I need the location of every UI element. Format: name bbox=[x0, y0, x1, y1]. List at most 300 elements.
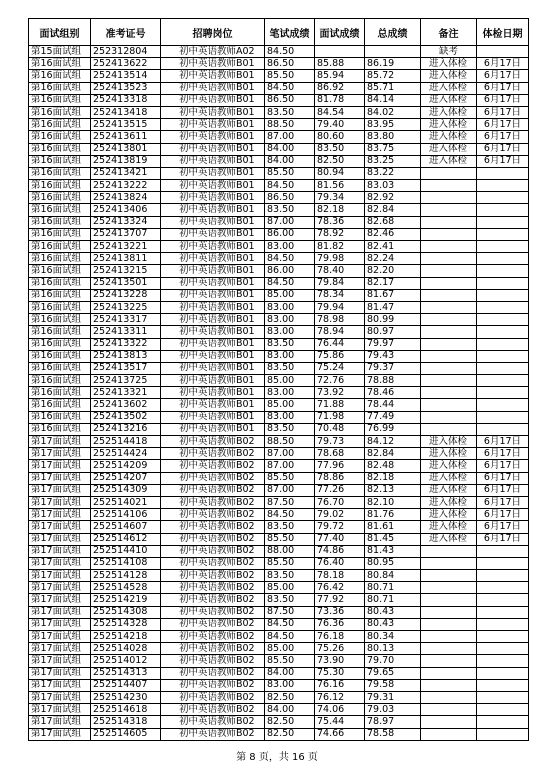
cell-exam-id: 252413517 bbox=[91, 362, 161, 374]
cell-exam-id: 252514230 bbox=[91, 691, 161, 703]
cell-exam-date: 6月17日 bbox=[477, 521, 529, 533]
cell-exam-id: 252514309 bbox=[91, 484, 161, 496]
cell-exam-id: 252514313 bbox=[91, 667, 161, 679]
cell-written-score: 84.00 bbox=[265, 143, 315, 155]
cell-remark bbox=[421, 545, 477, 557]
cell-interview-score: 78.40 bbox=[315, 265, 365, 277]
cell-position: 初中英语教师B02 bbox=[161, 631, 265, 643]
cell-exam-id: 252514318 bbox=[91, 716, 161, 728]
cell-remark: 进入体检 bbox=[421, 70, 477, 82]
cell-group: 第17面试组 bbox=[29, 436, 91, 448]
cell-exam-date bbox=[477, 716, 529, 728]
cell-group: 第16面试组 bbox=[29, 143, 91, 155]
cell-position: 初中英语教师B02 bbox=[161, 704, 265, 716]
results-table bbox=[28, 18, 529, 741]
cell-total-score: 80.43 bbox=[365, 618, 421, 630]
cell-written-score: 84.00 bbox=[265, 155, 315, 167]
cell-position: 初中英语教师B01 bbox=[161, 216, 265, 228]
cell-exam-id: 252413515 bbox=[91, 119, 161, 131]
cell-exam-id: 252413813 bbox=[91, 350, 161, 362]
table-row bbox=[29, 545, 529, 557]
cell-remark bbox=[421, 180, 477, 192]
cell-position: 初中英语教师B02 bbox=[161, 460, 265, 472]
cell-remark: 进入体检 bbox=[421, 143, 477, 155]
cell-group: 第16面试组 bbox=[29, 58, 91, 70]
cell-position: 初中英语教师B02 bbox=[161, 582, 265, 594]
cell-total-score: 80.95 bbox=[365, 557, 421, 569]
cell-interview-score: 79.72 bbox=[315, 521, 365, 533]
cell-remark bbox=[421, 314, 477, 326]
cell-total-score: 84.02 bbox=[365, 106, 421, 118]
cell-interview-score: 79.02 bbox=[315, 509, 365, 521]
cell-group: 第16面试组 bbox=[29, 277, 91, 289]
cell-exam-date bbox=[477, 241, 529, 253]
cell-position: 初中英语教师B01 bbox=[161, 228, 265, 240]
cell-written-score: 86.00 bbox=[265, 265, 315, 277]
cell-exam-date: 6月17日 bbox=[477, 533, 529, 545]
cell-position: 初中英语教师B01 bbox=[161, 241, 265, 253]
cell-exam-date bbox=[477, 46, 529, 58]
cell-total-score: 80.71 bbox=[365, 582, 421, 594]
cell-exam-id: 252413406 bbox=[91, 204, 161, 216]
cell-position: 初中英语教师B02 bbox=[161, 533, 265, 545]
table-body bbox=[29, 46, 529, 741]
cell-remark bbox=[421, 606, 477, 618]
cell-interview-score: 75.26 bbox=[315, 643, 365, 655]
cell-remark bbox=[421, 557, 477, 569]
table-row bbox=[29, 423, 529, 435]
table-row bbox=[29, 667, 529, 679]
cell-total-score: 85.72 bbox=[365, 70, 421, 82]
cell-written-score: 85.50 bbox=[265, 655, 315, 667]
cell-exam-id: 252413222 bbox=[91, 180, 161, 192]
cell-written-score: 84.50 bbox=[265, 46, 315, 58]
table-row bbox=[29, 155, 529, 167]
cell-remark bbox=[421, 253, 477, 265]
cell-written-score: 87.00 bbox=[265, 131, 315, 143]
cell-total-score: 83.22 bbox=[365, 167, 421, 179]
cell-written-score: 84.50 bbox=[265, 180, 315, 192]
cell-total-score: 82.48 bbox=[365, 460, 421, 472]
cell-remark bbox=[421, 350, 477, 362]
cell-exam-id: 252413421 bbox=[91, 167, 161, 179]
cell-remark: 进入体检 bbox=[421, 82, 477, 94]
cell-exam-date: 6月17日 bbox=[477, 106, 529, 118]
cell-exam-date bbox=[477, 350, 529, 362]
table-row bbox=[29, 375, 529, 387]
table-row bbox=[29, 289, 529, 301]
table-row bbox=[29, 387, 529, 399]
cell-position: 初中英语教师B01 bbox=[161, 58, 265, 70]
cell-exam-date bbox=[477, 423, 529, 435]
cell-group: 第17面试组 bbox=[29, 509, 91, 521]
cell-total-score: 82.24 bbox=[365, 253, 421, 265]
cell-written-score: 84.50 bbox=[265, 618, 315, 630]
cell-remark bbox=[421, 265, 477, 277]
cell-total-score: 83.95 bbox=[365, 119, 421, 131]
cell-interview-score: 85.88 bbox=[315, 58, 365, 70]
cell-interview-score: 76.42 bbox=[315, 582, 365, 594]
cell-total-score: 82.17 bbox=[365, 277, 421, 289]
cell-interview-score: 73.90 bbox=[315, 655, 365, 667]
cell-interview-score: 85.94 bbox=[315, 70, 365, 82]
cell-written-score: 87.50 bbox=[265, 496, 315, 508]
cell-group: 第17面试组 bbox=[29, 496, 91, 508]
table-row bbox=[29, 460, 529, 472]
cell-position: 初中英语教师B01 bbox=[161, 265, 265, 277]
cell-remark bbox=[421, 423, 477, 435]
cell-remark bbox=[421, 655, 477, 667]
cell-remark: 缺考 bbox=[421, 46, 477, 58]
cell-group: 第17面试组 bbox=[29, 557, 91, 569]
cell-remark bbox=[421, 582, 477, 594]
table-row bbox=[29, 557, 529, 569]
cell-position: 初中英语教师B01 bbox=[161, 94, 265, 106]
table-row bbox=[29, 679, 529, 691]
cell-total-score: 78.58 bbox=[365, 728, 421, 740]
cell-group: 第16面试组 bbox=[29, 350, 91, 362]
cell-written-score: 85.00 bbox=[265, 643, 315, 655]
cell-position: 初中英语教师B02 bbox=[161, 716, 265, 728]
cell-exam-date: 6月17日 bbox=[477, 484, 529, 496]
cell-exam-date: 6月17日 bbox=[477, 82, 529, 94]
cell-remark bbox=[421, 411, 477, 423]
cell-exam-id: 252514028 bbox=[91, 643, 161, 655]
cell-group: 第17面试组 bbox=[29, 618, 91, 630]
cell-total-score: 79.97 bbox=[365, 338, 421, 350]
cell-exam-date bbox=[477, 375, 529, 387]
cell-total-score: 81.61 bbox=[365, 521, 421, 533]
cell-interview-score: 70.48 bbox=[315, 423, 365, 435]
header-row bbox=[29, 19, 529, 46]
cell-written-score: 82.50 bbox=[265, 728, 315, 740]
cell-exam-id: 252413611 bbox=[91, 131, 161, 143]
header-interview-score: 面试成绩 bbox=[315, 19, 365, 46]
cell-group: 第16面试组 bbox=[29, 70, 91, 82]
table-row bbox=[29, 411, 529, 423]
cell-group: 第17面试组 bbox=[29, 606, 91, 618]
cell-exam-id: 252413324 bbox=[91, 216, 161, 228]
cell-total-score: 82.20 bbox=[365, 265, 421, 277]
cell-total-score: 81.43 bbox=[365, 545, 421, 557]
cell-written-score: 83.00 bbox=[265, 411, 315, 423]
cell-total-score: 80.43 bbox=[365, 606, 421, 618]
cell-exam-id: 252413523 bbox=[91, 82, 161, 94]
cell-group: 第17面试组 bbox=[29, 631, 91, 643]
cell-exam-id: 252514328 bbox=[91, 618, 161, 630]
cell-total-score: 79.37 bbox=[365, 362, 421, 374]
cell-exam-date bbox=[477, 545, 529, 557]
cell-exam-date bbox=[477, 411, 529, 423]
cell-exam-date bbox=[477, 204, 529, 216]
cell-group: 第16面试组 bbox=[29, 387, 91, 399]
cell-interview-score: 75.44 bbox=[315, 716, 365, 728]
cell-written-score: 88.00 bbox=[265, 545, 315, 557]
cell-group: 第16面试组 bbox=[29, 94, 91, 106]
cell-interview-score: 77.92 bbox=[315, 594, 365, 606]
cell-group: 第16面试组 bbox=[29, 119, 91, 131]
cell-interview-score: 78.34 bbox=[315, 289, 365, 301]
cell-remark: 进入体检 bbox=[421, 94, 477, 106]
cell-remark bbox=[421, 643, 477, 655]
cell-group: 第16面试组 bbox=[29, 241, 91, 253]
cell-interview-score: 84.54 bbox=[315, 106, 365, 118]
table-row bbox=[29, 106, 529, 118]
cell-position: 初中英语教师B02 bbox=[161, 728, 265, 740]
cell-exam-id: 252413725 bbox=[91, 375, 161, 387]
cell-total-score: 82.84 bbox=[365, 204, 421, 216]
cell-exam-date: 6月17日 bbox=[477, 70, 529, 82]
cell-group: 第17面试组 bbox=[29, 679, 91, 691]
table-row bbox=[29, 631, 529, 643]
cell-total-score: 79.43 bbox=[365, 350, 421, 362]
table-row bbox=[29, 350, 529, 362]
cell-interview-score: 71.98 bbox=[315, 411, 365, 423]
cell-interview-score: 78.94 bbox=[315, 326, 365, 338]
cell-total-score: 82.84 bbox=[365, 448, 421, 460]
cell-exam-id: 252413811 bbox=[91, 253, 161, 265]
table-row bbox=[29, 70, 529, 82]
cell-exam-date bbox=[477, 728, 529, 740]
cell-remark bbox=[421, 228, 477, 240]
table-row bbox=[29, 509, 529, 521]
cell-exam-id: 252514012 bbox=[91, 655, 161, 667]
table-row bbox=[29, 521, 529, 533]
cell-position: 初中英语教师B01 bbox=[161, 362, 265, 374]
cell-total-score: 83.75 bbox=[365, 143, 421, 155]
cell-written-score: 83.50 bbox=[265, 594, 315, 606]
cell-position: 初中英语教师B01 bbox=[161, 375, 265, 387]
cell-exam-id: 252514410 bbox=[91, 545, 161, 557]
cell-position: 初中英语教师B02 bbox=[161, 570, 265, 582]
cell-written-score: 87.00 bbox=[265, 448, 315, 460]
table-row bbox=[29, 570, 529, 582]
cell-interview-score: 74.06 bbox=[315, 704, 365, 716]
header-exam-id: 准考证号 bbox=[91, 19, 161, 46]
cell-interview-score: 76.18 bbox=[315, 631, 365, 643]
cell-exam-id: 252514612 bbox=[91, 533, 161, 545]
cell-position: 初中英语教师B02 bbox=[161, 667, 265, 679]
cell-interview-score: 73.92 bbox=[315, 387, 365, 399]
cell-position: 初中英语教师B01 bbox=[161, 70, 265, 82]
cell-interview-score: 86.92 bbox=[315, 82, 365, 94]
cell-remark bbox=[421, 679, 477, 691]
cell-position: 初中英语教师B02 bbox=[161, 484, 265, 496]
cell-interview-score: 79.84 bbox=[315, 277, 365, 289]
cell-group: 第16面试组 bbox=[29, 399, 91, 411]
cell-exam-date bbox=[477, 643, 529, 655]
cell-exam-id: 252514418 bbox=[91, 436, 161, 448]
cell-exam-date: 6月17日 bbox=[477, 436, 529, 448]
cell-group: 第17面试组 bbox=[29, 716, 91, 728]
table-row bbox=[29, 204, 529, 216]
cell-interview-score: 75.30 bbox=[315, 667, 365, 679]
header-remark: 备注 bbox=[421, 19, 477, 46]
header-group: 面试组别 bbox=[29, 19, 91, 46]
cell-total-score: 81.76 bbox=[365, 509, 421, 521]
table-row bbox=[29, 496, 529, 508]
cell-total-score: 82.18 bbox=[365, 472, 421, 484]
cell-exam-date bbox=[477, 631, 529, 643]
cell-interview-score: 76.12 bbox=[315, 691, 365, 703]
cell-written-score: 85.50 bbox=[265, 533, 315, 545]
cell-exam-date bbox=[477, 618, 529, 630]
cell-total-score: 79.03 bbox=[365, 704, 421, 716]
cell-remark: 进入体检 bbox=[421, 155, 477, 167]
cell-interview-score: 79.34 bbox=[315, 192, 365, 204]
cell-remark bbox=[421, 728, 477, 740]
cell-interview-score: 77.96 bbox=[315, 460, 365, 472]
cell-group: 第16面试组 bbox=[29, 167, 91, 179]
cell-exam-id: 252413317 bbox=[91, 314, 161, 326]
cell-position: 初中英语教师B02 bbox=[161, 448, 265, 460]
cell-remark: 进入体检 bbox=[421, 58, 477, 70]
cell-group: 第17面试组 bbox=[29, 643, 91, 655]
cell-remark bbox=[421, 362, 477, 374]
cell-group: 第16面试组 bbox=[29, 326, 91, 338]
cell-interview-score: 78.68 bbox=[315, 448, 365, 460]
cell-exam-date: 6月17日 bbox=[477, 496, 529, 508]
cell-remark bbox=[421, 192, 477, 204]
table-row bbox=[29, 119, 529, 131]
table-row bbox=[29, 594, 529, 606]
cell-written-score: 82.50 bbox=[265, 691, 315, 703]
cell-written-score: 85.00 bbox=[265, 582, 315, 594]
cell-exam-id: 252413311 bbox=[91, 326, 161, 338]
cell-position: 初中英语教师B01 bbox=[161, 167, 265, 179]
cell-remark bbox=[421, 631, 477, 643]
cell-position: 初中英语教师B02 bbox=[161, 436, 265, 448]
cell-written-score: 83.50 bbox=[265, 521, 315, 533]
cell-written-score: 83.00 bbox=[265, 387, 315, 399]
cell-group: 第15面试组 bbox=[29, 46, 91, 58]
cell-interview-score bbox=[315, 46, 365, 58]
header-position: 招聘岗位 bbox=[161, 19, 265, 46]
cell-remark bbox=[421, 704, 477, 716]
cell-remark bbox=[421, 399, 477, 411]
cell-exam-id: 252514605 bbox=[91, 728, 161, 740]
table-row bbox=[29, 265, 529, 277]
cell-position: 初中英语教师B01 bbox=[161, 411, 265, 423]
cell-written-score: 85.50 bbox=[265, 167, 315, 179]
page-footer: 第 8 页，共 16 页 bbox=[236, 752, 318, 763]
cell-written-score: 88.50 bbox=[265, 436, 315, 448]
cell-exam-date bbox=[477, 192, 529, 204]
cell-exam-id: 252413819 bbox=[91, 155, 161, 167]
cell-group: 第16面试组 bbox=[29, 131, 91, 143]
cell-exam-date bbox=[477, 253, 529, 265]
cell-written-score: 83.00 bbox=[265, 350, 315, 362]
cell-remark: 进入体检 bbox=[421, 131, 477, 143]
cell-total-score: 79.70 bbox=[365, 655, 421, 667]
cell-exam-date bbox=[477, 301, 529, 313]
header-total-score: 总成绩 bbox=[365, 19, 421, 46]
cell-position: 初中英语教师B01 bbox=[161, 204, 265, 216]
cell-exam-date bbox=[477, 338, 529, 350]
cell-position: 初中英语教师B02 bbox=[161, 618, 265, 630]
cell-exam-date: 6月17日 bbox=[477, 509, 529, 521]
cell-group: 第16面试组 bbox=[29, 228, 91, 240]
cell-exam-date bbox=[477, 180, 529, 192]
cell-remark: 进入体检 bbox=[421, 448, 477, 460]
table-row bbox=[29, 314, 529, 326]
cell-remark bbox=[421, 277, 477, 289]
table-row bbox=[29, 716, 529, 728]
cell-interview-score: 76.70 bbox=[315, 496, 365, 508]
table-row bbox=[29, 338, 529, 350]
cell-interview-score: 76.44 bbox=[315, 338, 365, 350]
cell-total-score: 82.46 bbox=[365, 228, 421, 240]
cell-remark bbox=[421, 326, 477, 338]
cell-position: 初中英语教师B01 bbox=[161, 423, 265, 435]
cell-group: 第16面试组 bbox=[29, 204, 91, 216]
cell-remark bbox=[421, 716, 477, 728]
cell-exam-id: 252413602 bbox=[91, 399, 161, 411]
cell-total-score: 78.88 bbox=[365, 375, 421, 387]
cell-written-score: 83.50 bbox=[265, 423, 315, 435]
table-row bbox=[29, 704, 529, 716]
cell-total-score: 79.65 bbox=[365, 667, 421, 679]
cell-written-score: 86.00 bbox=[265, 228, 315, 240]
cell-exam-id: 252413216 bbox=[91, 423, 161, 435]
cell-exam-id: 252413622 bbox=[91, 58, 161, 70]
cell-exam-id: 252514218 bbox=[91, 631, 161, 643]
table-row bbox=[29, 143, 529, 155]
cell-written-score: 83.00 bbox=[265, 326, 315, 338]
cell-remark bbox=[421, 375, 477, 387]
cell-position: 初中英语教师B01 bbox=[161, 314, 265, 326]
cell-written-score: 85.00 bbox=[265, 375, 315, 387]
cell-group: 第17面试组 bbox=[29, 521, 91, 533]
cell-total-score: 82.68 bbox=[365, 216, 421, 228]
table-row bbox=[29, 643, 529, 655]
cell-exam-date bbox=[477, 582, 529, 594]
cell-total-score: 83.80 bbox=[365, 131, 421, 143]
cell-exam-date bbox=[477, 667, 529, 679]
cell-written-score: 84.50 bbox=[265, 82, 315, 94]
cell-position: 初中英语教师B01 bbox=[161, 82, 265, 94]
cell-group: 第17面试组 bbox=[29, 545, 91, 557]
cell-group: 第16面试组 bbox=[29, 362, 91, 374]
cell-total-score: 86.19 bbox=[365, 58, 421, 70]
cell-total-score: 78.44 bbox=[365, 399, 421, 411]
table-header bbox=[29, 19, 529, 46]
cell-total-score: 78.97 bbox=[365, 716, 421, 728]
cell-written-score: 87.00 bbox=[265, 216, 315, 228]
cell-group: 第16面试组 bbox=[29, 289, 91, 301]
cell-group: 第16面试组 bbox=[29, 192, 91, 204]
cell-exam-id: 252413707 bbox=[91, 228, 161, 240]
cell-exam-id: 252514108 bbox=[91, 557, 161, 569]
table-row bbox=[29, 277, 529, 289]
cell-position: 初中英语教师B02 bbox=[161, 509, 265, 521]
cell-exam-date bbox=[477, 655, 529, 667]
cell-group: 第16面试组 bbox=[29, 411, 91, 423]
cell-position: 初中英语教师B02 bbox=[161, 521, 265, 533]
cell-written-score: 83.00 bbox=[265, 301, 315, 313]
cell-remark: 进入体检 bbox=[421, 521, 477, 533]
cell-exam-id: 252413322 bbox=[91, 338, 161, 350]
cell-written-score: 87.00 bbox=[265, 484, 315, 496]
table-row bbox=[29, 301, 529, 313]
table-row bbox=[29, 484, 529, 496]
cell-written-score: 83.50 bbox=[265, 204, 315, 216]
cell-position: 初中英语教师B01 bbox=[161, 106, 265, 118]
cell-exam-id: 252413824 bbox=[91, 192, 161, 204]
cell-written-score: 84.00 bbox=[265, 704, 315, 716]
cell-remark bbox=[421, 301, 477, 313]
cell-interview-score: 82.18 bbox=[315, 204, 365, 216]
